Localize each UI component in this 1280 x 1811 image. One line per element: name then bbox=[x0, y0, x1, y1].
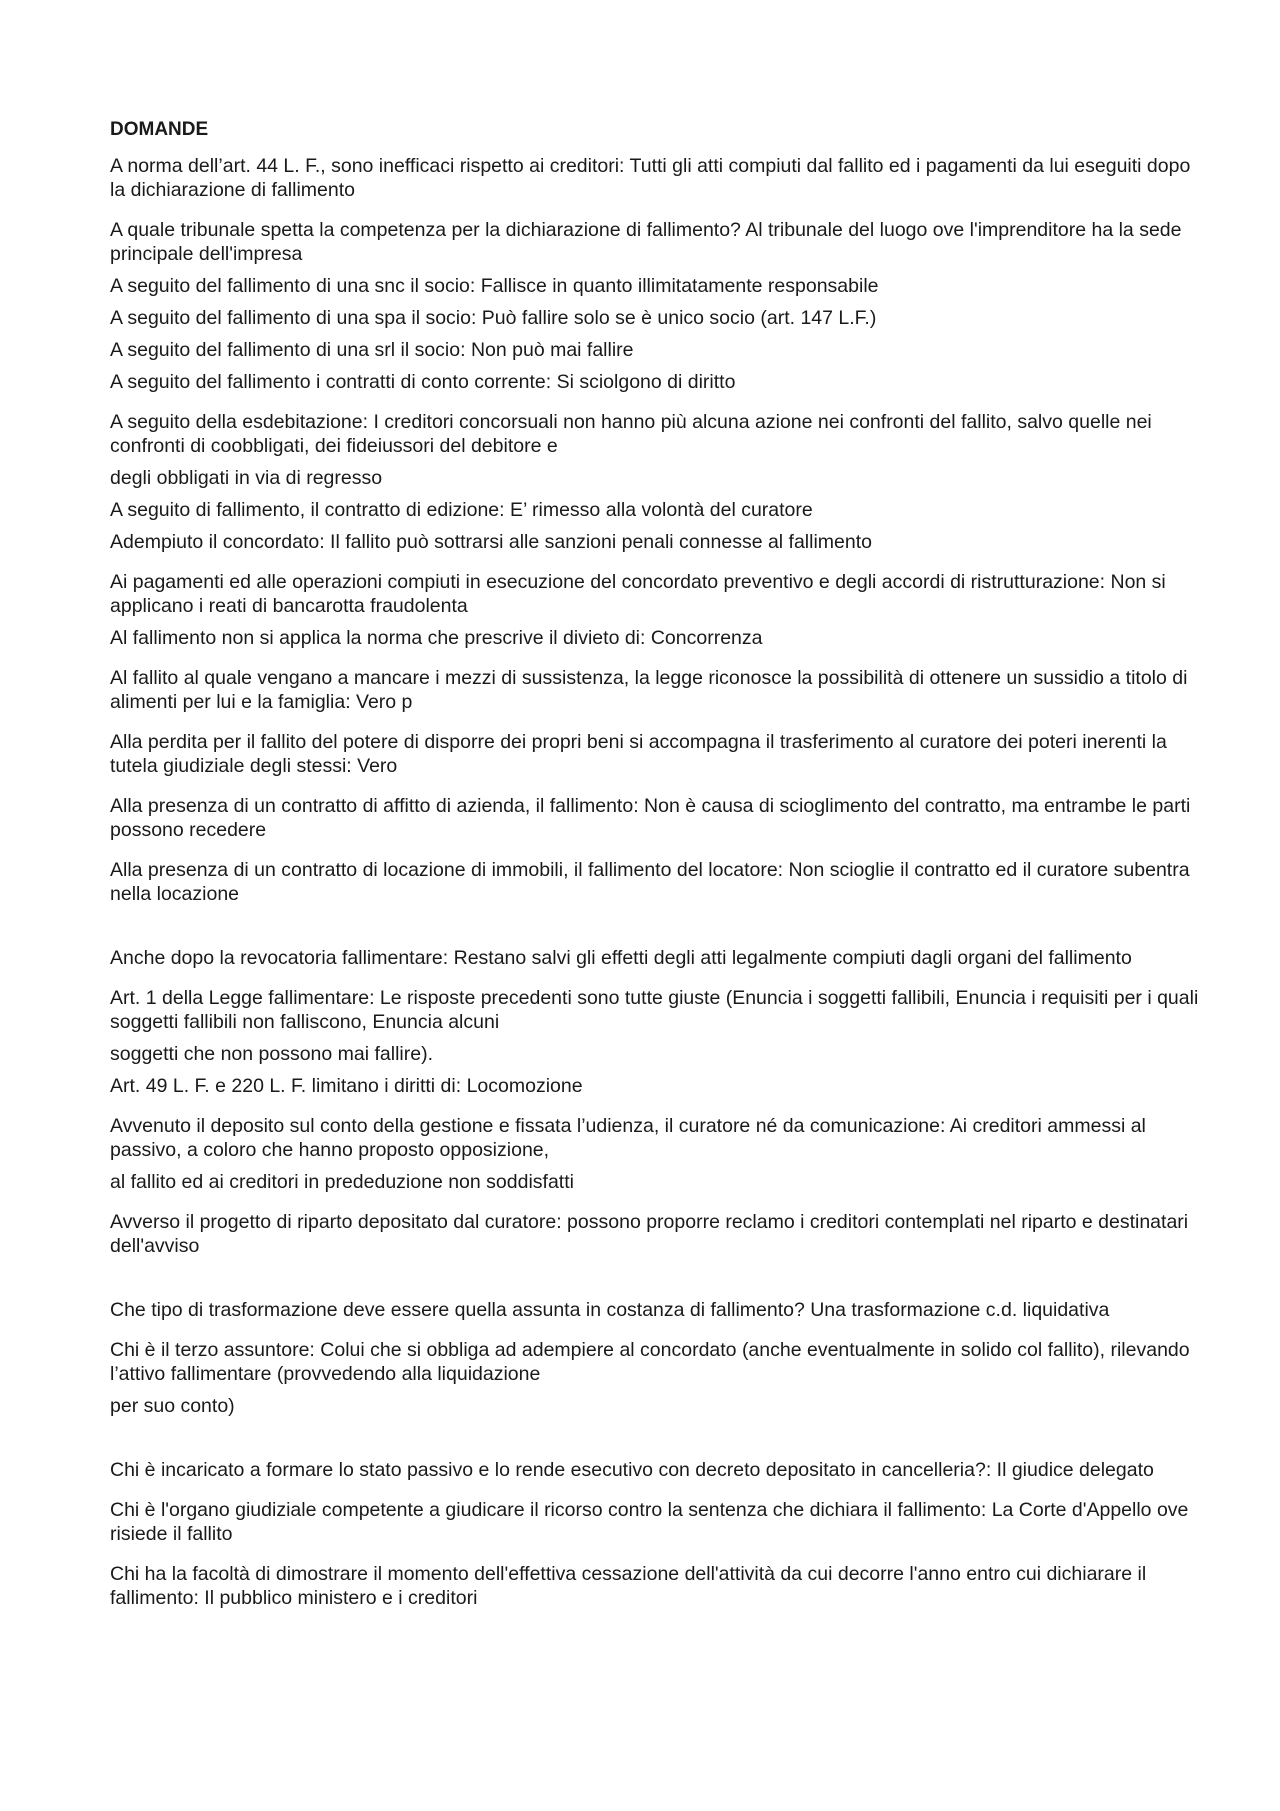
paragraph bbox=[110, 946, 1280, 970]
paragraph-line: Che tipo di trasformazione deve essere quella assunta in costanza di fallimento? Una trasformazione c.d. liquidativa bbox=[110, 1299, 1110, 1321]
paragraph-line: Avverso il progetto di riparto depositato dal curatore: possono proporre reclamo i creditori contemplati nel riparto e destinatari bbox=[110, 1211, 1189, 1233]
paragraph-line: risiede il fallito bbox=[110, 1523, 233, 1545]
paragraph-line: l’attivo fallimentare (provvedendo alla liquidazione bbox=[110, 1363, 541, 1385]
paragraph bbox=[110, 530, 1280, 554]
paragraph bbox=[110, 986, 1280, 1034]
paragraph-line: A seguito del fallimento di una snc il socio: Fallisce in quanto illimitatamente responsabile bbox=[110, 275, 879, 297]
paragraph bbox=[110, 370, 1280, 394]
paragraph-line: passivo, a coloro che hanno proposto opposizione, bbox=[110, 1139, 550, 1161]
paragraph-line: Chi è il terzo assuntore: Colui che si obbliga ad adempiere al concordato (anche eventualmente in solido col fallito), rilevando bbox=[110, 1339, 1190, 1361]
paragraph bbox=[110, 498, 1280, 522]
paragraph-line: Al fallito al quale vengano a mancare i mezzi di sussistenza, la legge riconosce la possibilità di ottenere un sussidio a titolo di bbox=[110, 667, 1188, 689]
paragraph-line: applicano i reati di bancarotta fraudolenta bbox=[110, 595, 468, 617]
paragraph-line: Art. 49 L. F. e 220 L. F. limitano i diritti di: Locomozione bbox=[110, 1075, 583, 1097]
paragraph bbox=[110, 1338, 1280, 1386]
paragraph bbox=[110, 1498, 1280, 1546]
paragraph bbox=[110, 274, 1280, 298]
paragraph-line: Al fallimento non si applica la norma che prescrive il divieto di: Concorrenza bbox=[110, 627, 763, 649]
paragraph-line: tutela giudiziale degli stessi: Vero bbox=[110, 755, 398, 777]
paragraph-line: soggetti fallibili non falliscono, Enuncia alcuni bbox=[110, 1011, 500, 1033]
paragraph bbox=[110, 1042, 1280, 1066]
paragraph bbox=[110, 794, 1280, 842]
paragraph-line: Anche dopo la revocatoria fallimentare: Restano salvi gli effetti degli atti legalmente compiuti dagli organi del fallimento bbox=[110, 947, 1132, 969]
paragraph-line: Art. 1 della Legge fallimentare: Le risposte precedenti sono tutte giuste (Enuncia i soggetti fallibili, Enuncia i requisiti per i quali bbox=[110, 987, 1199, 1009]
paragraph-line: principale dell'impresa bbox=[110, 243, 303, 265]
paragraph-line: A seguito del fallimento di una spa il socio: Può fallire solo se è unico socio (art. 147 L.F.) bbox=[110, 307, 877, 329]
paragraph-line: Alla perdita per il fallito del potere di disporre dei propri beni si accompagna il trasferimento al curatore dei poteri inerenti la bbox=[110, 731, 1167, 753]
paragraph bbox=[110, 218, 1280, 266]
paragraph-line: Chi è incaricato a formare lo stato passivo e lo rende esecutivo con decreto depositato in cancelleria?: Il giudice delegato bbox=[110, 1459, 1154, 1481]
paragraph-line: nella locazione bbox=[110, 883, 240, 905]
paragraph-line: A seguito del fallimento i contratti di conto corrente: Si sciolgono di diritto bbox=[110, 371, 736, 393]
paragraph bbox=[110, 626, 1280, 650]
paragraph bbox=[110, 1298, 1280, 1322]
paragraph-line: Ai pagamenti ed alle operazioni compiuti in esecuzione del concordato preventivo e degli accordi di ristrutturazione: Non si bbox=[110, 571, 1166, 593]
paragraph-line: confronti di coobbligati, dei fideiussori del debitore e bbox=[110, 435, 558, 457]
paragraph-line: alimenti per lui e la famiglia: Vero p bbox=[110, 691, 413, 713]
paragraph-line: al fallito ed ai creditori in prededuzione non soddisfatti bbox=[110, 1171, 574, 1193]
paragraph-line: dell'avviso bbox=[110, 1235, 200, 1257]
paragraph-line: per suo conto) bbox=[110, 1395, 235, 1417]
paragraph bbox=[110, 1210, 1280, 1258]
paragraph bbox=[110, 1074, 1280, 1098]
paragraph-line: Adempiuto il concordato: Il fallito può sottrarsi alle sanzioni penali connesse al fallimento bbox=[110, 531, 873, 553]
paragraph bbox=[110, 666, 1280, 714]
paragraph-line: Alla presenza di un contratto di locazione di immobili, il fallimento del locatore: Non scioglie il contratto ed il curatore subentra bbox=[110, 859, 1190, 881]
paragraph bbox=[110, 730, 1280, 778]
paragraph bbox=[110, 1458, 1280, 1482]
paragraph-line: A seguito di fallimento, il contratto di edizione: E’ rimesso alla volontà del curatore bbox=[110, 499, 813, 521]
paragraph bbox=[110, 858, 1280, 906]
paragraph-line: Alla presenza di un contratto di affitto di azienda, il fallimento: Non è causa di scioglimento del contratto, ma entrambe le parti bbox=[110, 795, 1191, 817]
paragraph bbox=[110, 1394, 1280, 1418]
paragraph bbox=[110, 410, 1280, 458]
paragraph bbox=[110, 1170, 1280, 1194]
paragraph-line: Avvenuto il deposito sul conto della gestione e fissata l’udienza, il curatore né da comunicazione: Ai creditori ammessi al bbox=[110, 1115, 1146, 1137]
paragraph bbox=[110, 1114, 1280, 1162]
paragraph-line: Chi ha la facoltà di dimostrare il momento dell'effettiva cessazione dell'attività da cui decorre l'anno entro cui dichiarare il bbox=[110, 1563, 1147, 1585]
document-body bbox=[110, 118, 1280, 1610]
paragraph bbox=[110, 570, 1280, 618]
paragraph-line: A seguito della esdebitazione: I creditori concorsuali non hanno più alcuna azione nei confronti del fallito, salvo quelle nei bbox=[110, 411, 1152, 433]
paragraph-line: la dichiarazione di fallimento bbox=[110, 179, 355, 201]
paragraph bbox=[110, 338, 1280, 362]
paragraph bbox=[110, 306, 1280, 330]
paragraph bbox=[110, 466, 1280, 490]
paragraph-line: fallimento: Il pubblico ministero e i creditori bbox=[110, 1587, 478, 1609]
paragraph bbox=[110, 1562, 1280, 1610]
paragraph bbox=[110, 154, 1280, 202]
document-heading: DOMANDE bbox=[110, 119, 209, 140]
paragraph-line: Chi è l'organo giudiziale competente a giudicare il ricorso contro la sentenza che dichiara il fallimento: La Corte d'Appello ove bbox=[110, 1499, 1189, 1521]
paragraph-line: possono recedere bbox=[110, 819, 267, 841]
paragraph-line: soggetti che non possono mai fallire). bbox=[110, 1043, 434, 1065]
paragraph-line: A quale tribunale spetta la competenza per la dichiarazione di fallimento? Al tribunale del luogo ove l'imprenditore ha la sede bbox=[110, 219, 1182, 241]
paragraph-line: A norma dell’art. 44 L. F., sono inefficaci rispetto ai creditori: Tutti gli atti compiuti dal fallito ed i pagamenti da lui eseguiti dopo bbox=[110, 155, 1191, 177]
paragraph-line: A seguito del fallimento di una srl il socio: Non può mai fallire bbox=[110, 339, 634, 361]
paragraph-line: degli obbligati in via di regresso bbox=[110, 467, 383, 489]
